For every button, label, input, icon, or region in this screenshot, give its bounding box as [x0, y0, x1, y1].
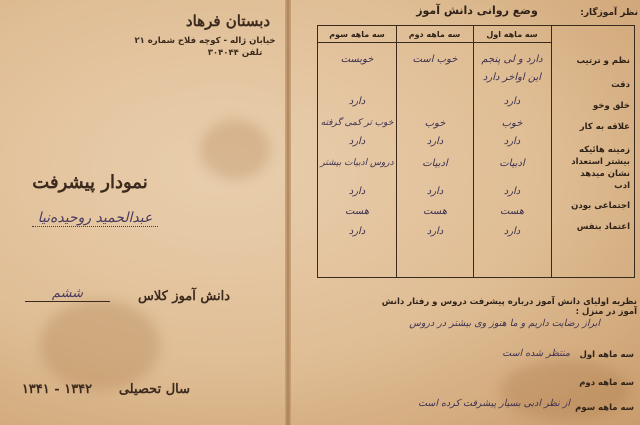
cell-temperament-term3: دارد	[348, 96, 366, 107]
academic-year-value: ۱۳۴۲ - ۱۳۴۱	[21, 382, 93, 397]
class-value: ششم	[25, 286, 110, 302]
cell-manners-term2: ادبیات	[422, 158, 448, 169]
student-name: عبدالحمید روحیده‌نیا	[32, 210, 159, 227]
cell-extra-term3: دارد	[348, 226, 366, 237]
cell-extra-term1: دارد	[503, 226, 521, 237]
cell-talent-term2: دارد	[426, 136, 444, 147]
cell-social-term1: دارد	[503, 186, 521, 197]
cell-temperament-term1: دارد	[503, 96, 521, 107]
parent-comment-term1-extra: ابراز رضایت داریم و ما هنوز وی بیشتر در دروس	[409, 318, 600, 329]
cell-interest-term2: خوب	[424, 118, 446, 129]
row-label-accuracy: دقت	[611, 80, 630, 90]
cell-interest-term3: خوب تر کمی گرفته	[320, 118, 394, 128]
parents-note: نظریه اولیای دانش آموز درباره پیشرفت دروس و رفتار دانش آموز در منزل :	[381, 297, 637, 317]
cell-interest-term1: خوب	[501, 118, 523, 129]
evaluation-table	[317, 25, 635, 278]
academic-year-label: سال تحصیلی	[118, 382, 190, 397]
student-name-field	[20, 210, 170, 227]
parent-comment-term3: از نظر ادبی بسیار پیشرفت کرده است	[418, 398, 570, 409]
column-header-term2: سه ماهه دوم	[396, 26, 473, 43]
cell-confidence-term2: هست	[422, 206, 447, 217]
class-label: دانش آموز کلاس	[137, 289, 230, 304]
cell-social-term3: دارد	[348, 186, 366, 197]
term1-label: سه ماهه اول	[579, 350, 634, 360]
row-label-temperament: خلق وخو	[593, 101, 630, 111]
cell-talent-term1: دارد	[503, 136, 521, 147]
school-name: دبستان فرهاد	[185, 12, 271, 30]
cell-order-term2: خوب است	[412, 54, 458, 65]
cell-manners-term1: ادبیات	[499, 158, 525, 169]
school-phone: تلفن ۳۰۴۰۴۴	[207, 48, 263, 58]
cell-confidence-term1: هست	[499, 206, 524, 217]
row-label-manners: ادب	[614, 181, 630, 191]
column-divider	[473, 26, 474, 277]
left-page	[0, 0, 285, 425]
row-label-order: نظم و ترتیب	[576, 56, 630, 66]
column-header-term1: سه ماهه اول	[473, 26, 551, 43]
cell-talent-term3: دارد	[348, 136, 366, 147]
column-divider	[396, 26, 397, 277]
row-label-interest: علاقه به کار	[579, 122, 630, 132]
term2-label: سه ماهه دوم	[579, 378, 634, 388]
psychological-status-title: وضع روانی دانش آموز	[416, 4, 538, 17]
term3-label: سه ماهه سوم	[575, 403, 634, 413]
cell-manners-term3: دروس ادبیات بیشتر	[320, 158, 394, 168]
cell-accuracy-term1: این اواخر دارد	[482, 72, 542, 83]
row-label-social: اجتماعی بودن	[571, 201, 630, 211]
cell-confidence-term3: هست	[344, 206, 369, 217]
cell-order-term3: خوبست	[340, 54, 374, 65]
row-label-confidence: اعتماد بنفس	[576, 222, 630, 232]
column-divider	[551, 26, 552, 277]
cell-order-term1: دارد و لی پنجم	[481, 54, 543, 65]
cell-social-term2: دارد	[426, 186, 444, 197]
row-label-talent: زمینه هائیکه بیشتر استعداد نشان میدهد	[571, 145, 630, 179]
right-page	[292, 0, 640, 425]
teacher-view-label: نظر آموزگار:	[580, 8, 638, 18]
cell-extra-term2: دارد	[426, 226, 444, 237]
parent-comment-term2: منتظر شده است	[502, 348, 570, 359]
school-address: خیابان ژاله - کوچه فلاح شماره ۲۱	[134, 36, 276, 46]
page-fold	[285, 0, 291, 425]
card-title: نمودار پیشرفت	[32, 172, 148, 193]
column-header-term3: سه ماهه سوم	[318, 26, 396, 43]
